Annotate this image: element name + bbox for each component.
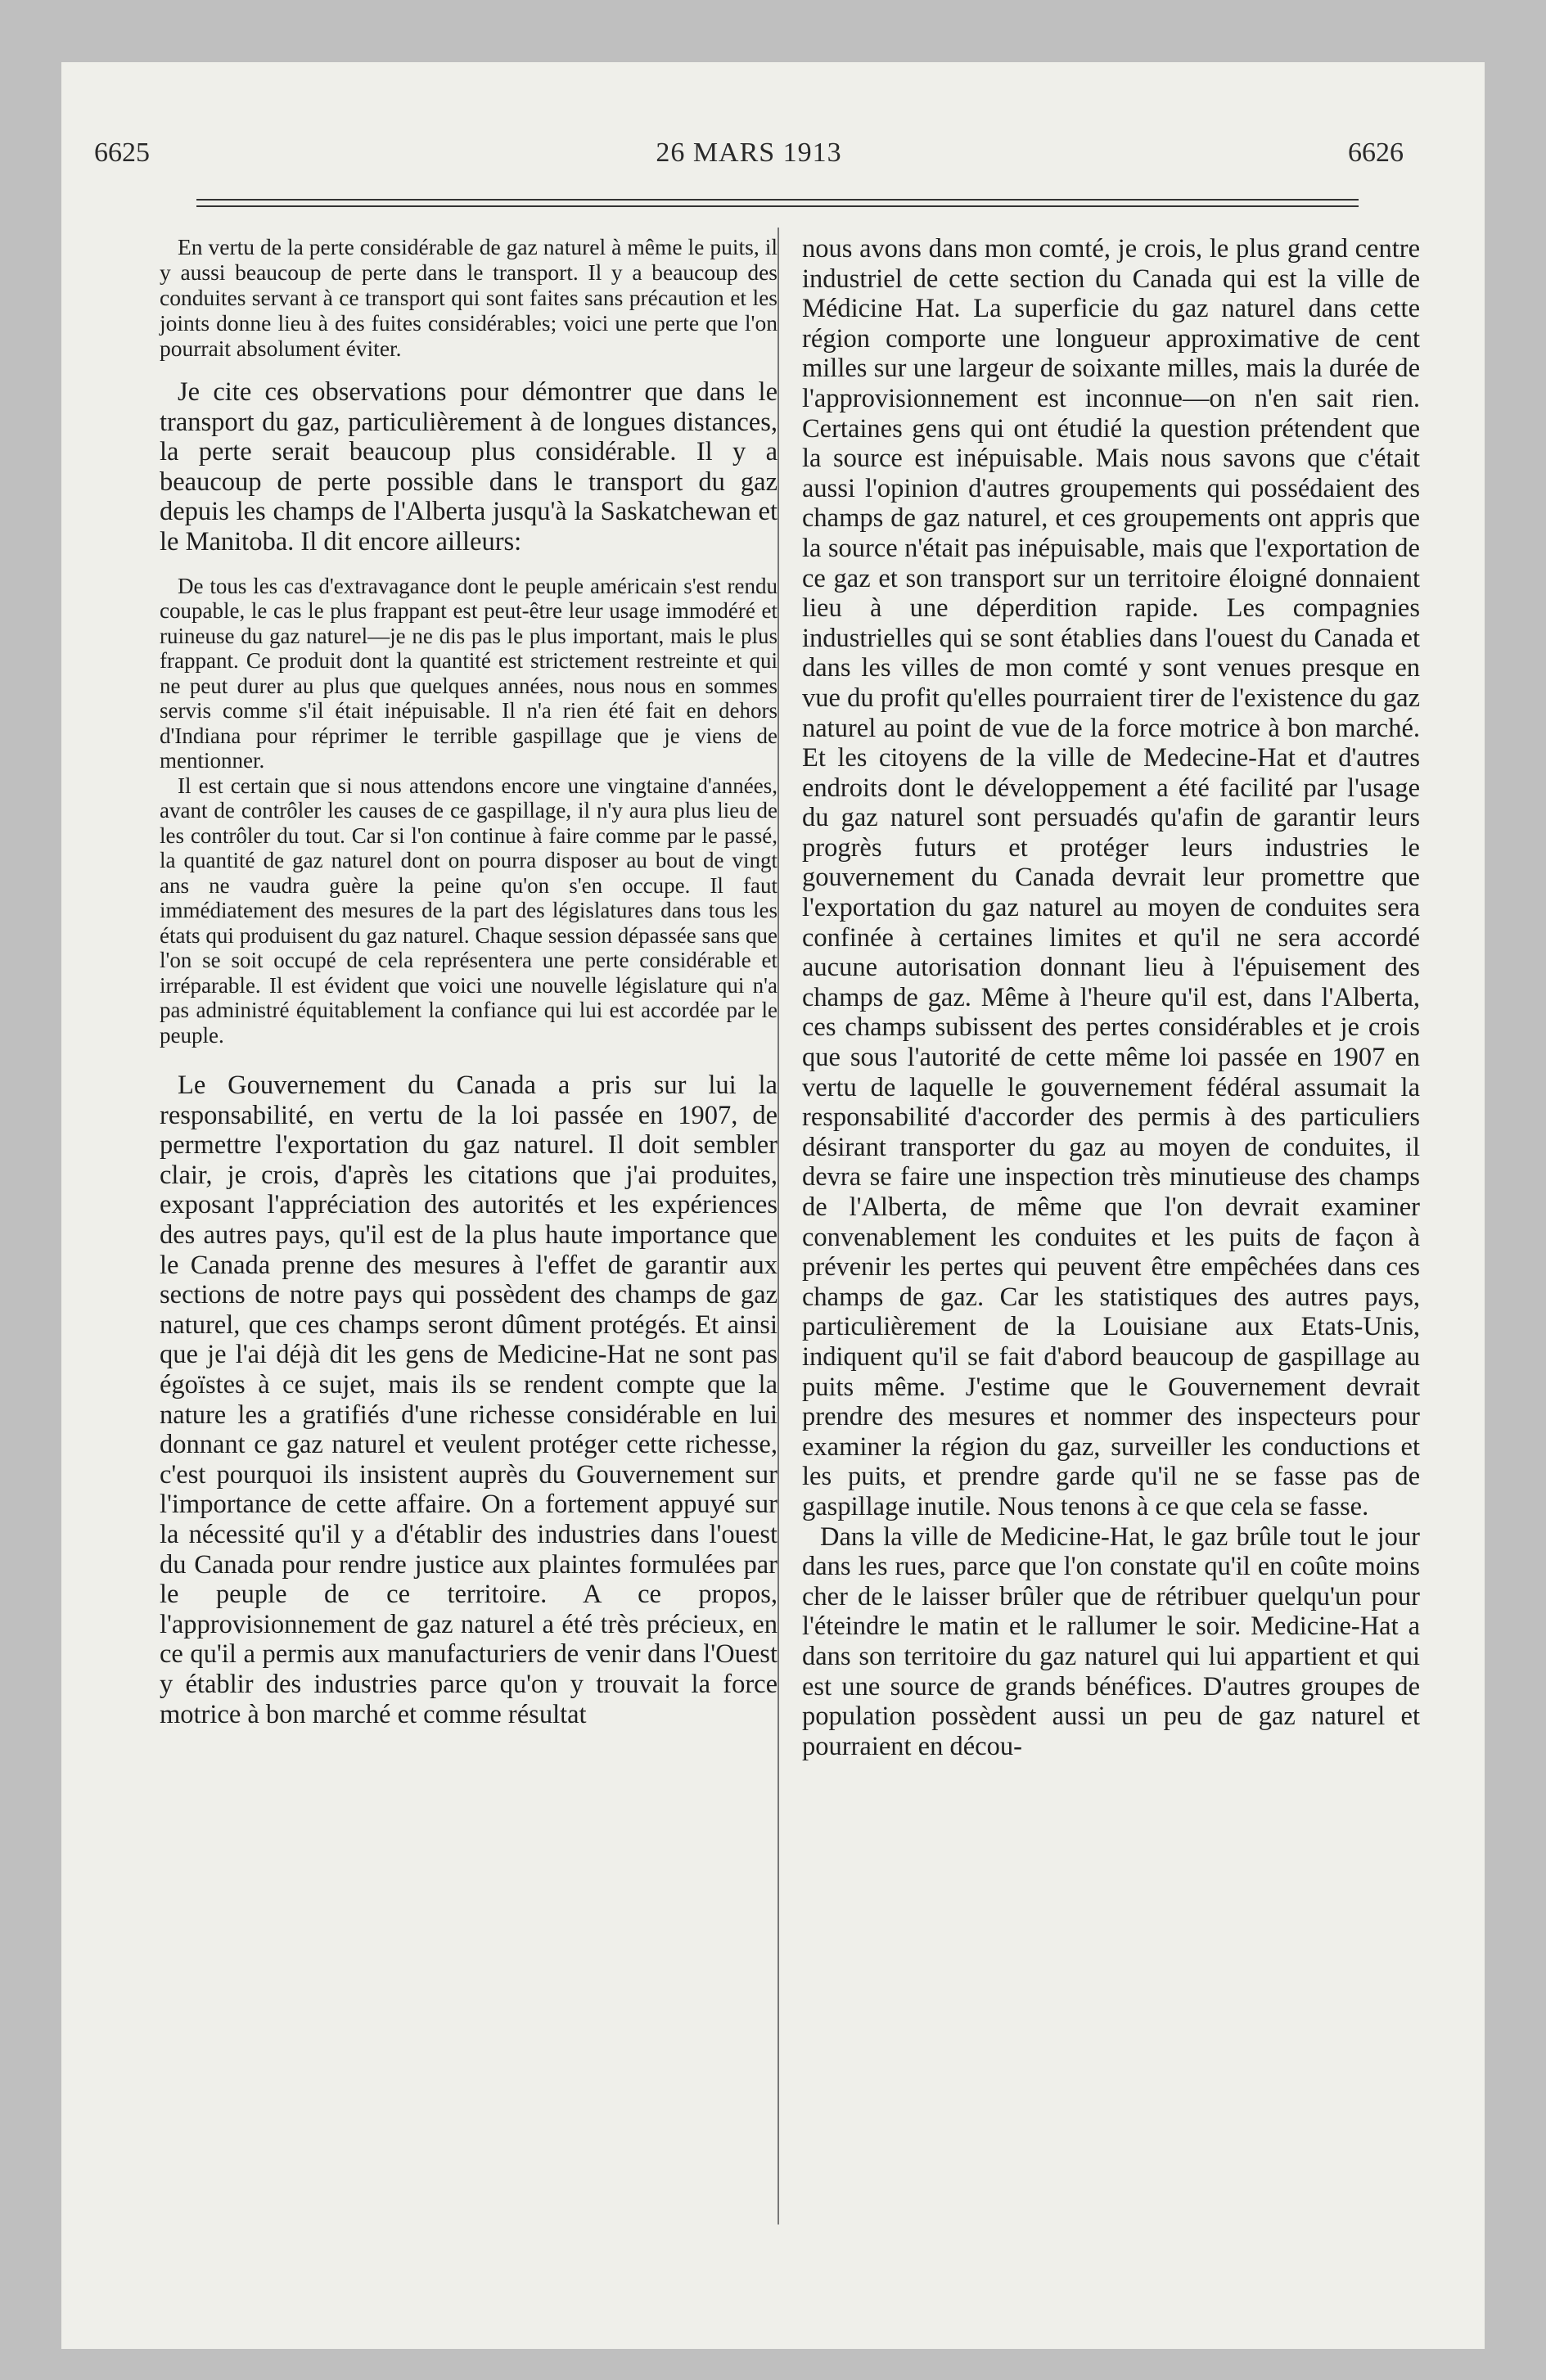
paragraph: Le Gouvernement du Canada a pris sur lui la responsabilité, en vertu de la loi passée en 1907, de permettre l'exportation du gaz naturel. Il doit sembler clair, je crois, d'après les citations que j'ai produites, exposant l'appréciation des autorités et les expériences des autres pays, qu'il est de la plus haute importance que le Canada prenne des mesures à l'effet de garantir aux sections de notre pays qui possèdent des champs de gaz naturel, que ces champs seront dûment protégés. Et ainsi que je l'ai déjà dit les gens de Medicine-Hat ne sont pas égoïstes à ce sujet, mais ils se rendent compte que la nature les a gratifiés d'une richesse considérable en lui donnant ce gaz naturel et veulent protéger cette richesse, c'est pourquoi ils insistent auprès du Gouvernement sur l'importance de cette affaire. On a fortement appuyé sur la nécessité qu'il y a d'établir des industries dans l'ouest du Canada pour rendre justice aux plaintes formulées par le peuple de ce territoire. A ce propos, l'approvisionnement de gaz naturel a été très précieux, en ce qu'il a permis aux manufacturiers de venir dans l'Ouest y établir des industries parce qu'on y trouvait la force motrice à bon marché et comme résultat bbox=[160, 1071, 778, 1729]
quotation: De tous les cas d'extravagance dont le peuple américain s'est rendu coupable, le cas le plus frappant est peut-être leur usage immodéré et ruineuse du gaz naturel—je ne dis pas le plus important, mais le plus frappant. Ce produit dont la quantité est strictement restreinte et qui ne peut durer au plus que quelques années, nous nous en sommes servis comme s'il était inépuisable. Il n'a rien été fait en dehors d'Indiana pour réprimer le terrible gaspillage que je viens de mentionner. bbox=[160, 573, 778, 773]
paragraph: nous avons dans mon comté, je crois, le plus grand centre industriel de cette section du Canada qui est la ville de Médicine Hat. La superficie du gaz naturel dans cette région comporte une longueur approximative de cent milles sur une largeur de soixante milles, mais la durée de l'approvisionnement est inconnue—on n'en sait rien. Certaines gens qui ont étudié la question prétendent que la source est inépuisable. Mais nous savons que c'était aussi l'opinion d'autres groupements qui possédaient des champs de gaz naturel, et ces groupements ont appris que la source n'était pas inépuisable, mais que l'exportation de ce gaz et son transport sur un territoire éloigné donnaient lieu à une déperdition rapide. Les compagnies industrielles qui se sont établies dans l'ouest du Canada et dans les villes de mon comté y sont venues presque en vue du profit qu'elles pourraient tirer de l'existence du gaz naturel au point de vue de la force motrice à bon marché. Et les citoyens de la ville de Medecine-Hat et d'autres endroits dont le développement a été facilité par l'usage du gaz naturel sont persuadés qu'afin de garantir leurs progrès futurs et protéger leurs industries le gouvernement du Canada devrait leur promettre que l'exportation du gaz naturel au moyen de conduites sera confinée à certaines limites et qu'il ne sera accordé aucune autorisation donnant lieu à l'épuisement des champs de gaz. Même à l'heure qu'il est, dans l'Alberta, ces champs subissent des pertes considérables et je crois que sous l'autorité de cette même loi passée en 1907 en vertu de laquelle le gouvernement fédéral assumait la responsabilité d'accorder des permis à des particuliers désirant transporter du gaz au moyen de conduites, il devra se faire une inspection très minutieuse des champs de l'Alberta, de même que l'on devrait examiner convenablement les conduites et les puits de façon à prévenir les pertes qui peuvent être empêchées dans ces champs de gaz. Car les statistiques des autres pays, particulièrement de la Louisiane aux Etats-Unis, indiquent qu'il se fait d'abord beaucoup de gaspillage au puits même. J'estime que le Gouvernement devrait prendre des mesures et nommer des inspecteurs pour examiner la région du gaz, surveiller les conductions et les puits, et prendre garde qu'il ne se fasse pas de gaspillage inutile. Nous tenons à ce que cela se fasse. bbox=[802, 234, 1420, 1521]
right-column-number: 6626 bbox=[1348, 137, 1404, 168]
header-rule-double bbox=[196, 205, 1359, 207]
column-divider bbox=[778, 228, 779, 2224]
right-column bbox=[802, 234, 1420, 1761]
quotation: Il est certain que si nous attendons encore une vingtaine d'années, avant de contrôler les causes de ce gaspillage, il n'y aura plus lieu de les contrôler du tout. Car si l'on continue à faire comme par le passé, la quantité de gaz naturel dont on pourra disposer au bout de vingt ans ne vaudra guère la peine qu'on s'en occupe. Il faut immédiatement des mesures de la part des législatures dans tous les états qui produisent du gaz naturel. Chaque session dépassée sans que l'on se soit occupé de cela représentera une perte considérable et irréparable. Il est évident que voici une nouvelle législature qui n'a pas administré équitablement la confiance qui lui est accordée par le peuple. bbox=[160, 773, 778, 1048]
paragraph: En vertu de la perte considérable de gaz naturel à même le puits, il y aussi beaucoup de perte dans le transport. Il y a beaucoup des conduites servant à ce transport qui sont faites sans précaution et les joints donne lieu à des fuites considérables; voici une perte que l'on pourrait absolument éviter. bbox=[160, 234, 778, 361]
left-column bbox=[160, 234, 778, 1729]
paragraph: Je cite ces observations pour démontrer que dans le transport du gaz, particulièrement à de longues distances, la perte serait beaucoup plus considérable. Il y a beaucoup de perte possible dans le transport du gaz depuis les champs de l'Alberta jusqu'à la Saskatchewan et le Manitoba. Il dit encore ailleurs: bbox=[160, 377, 778, 557]
page-header bbox=[94, 137, 1404, 170]
left-column-number: 6625 bbox=[94, 137, 150, 168]
paragraph: Dans la ville de Medicine-Hat, le gaz brûle tout le jour dans les rues, parce que l'on constate qu'il en coûte moins cher de le laisser brûler que de rétribuer quelqu'un pour l'éteindre le matin et le rallumer le soir. Medicine-Hat a dans son territoire du gaz naturel qui lui appartient et qui est une source de grands bénéfices. D'autres groupes de population possèdent aussi un peu de gaz naturel et pourraient en décou- bbox=[802, 1521, 1420, 1761]
header-rule bbox=[196, 199, 1359, 201]
page-date: 26 MARS 1913 bbox=[656, 137, 842, 168]
